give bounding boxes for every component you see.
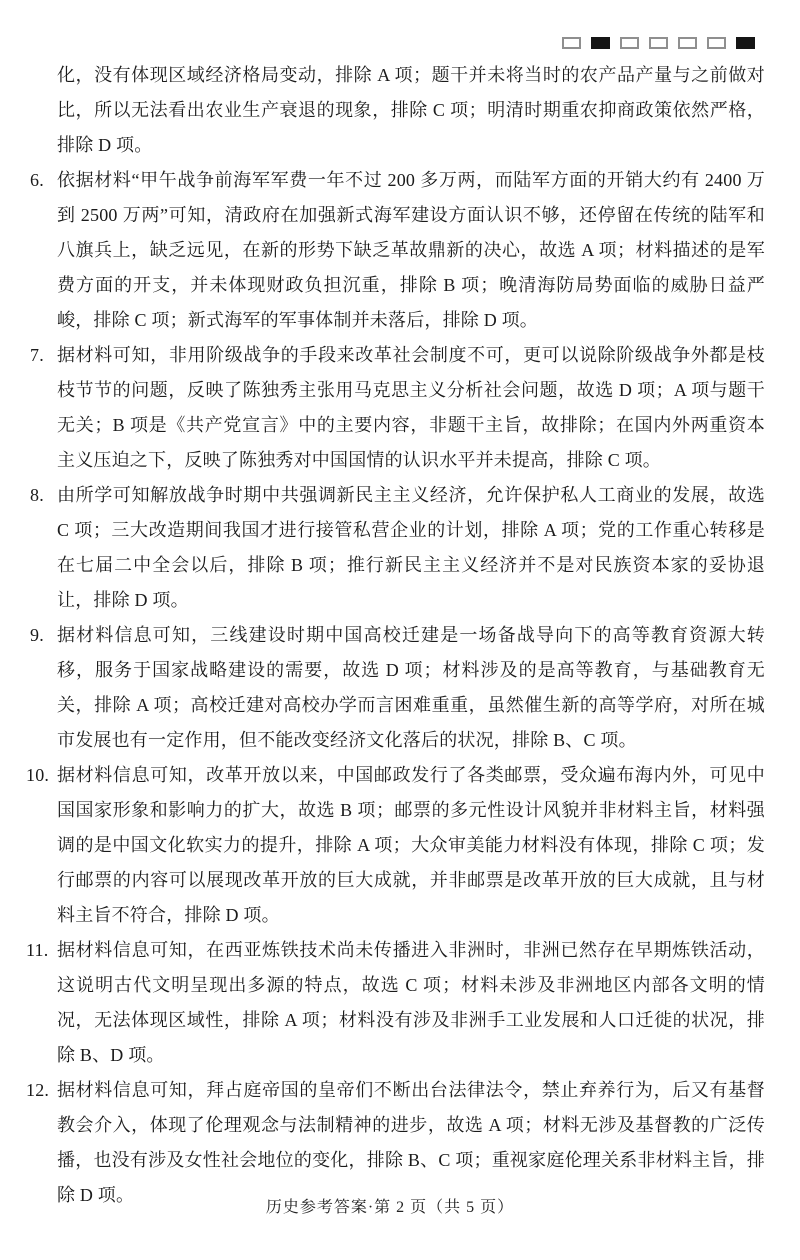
item-text: 依据材料“甲午战争前海军军费一年不过 200 多万两，而陆军方面的开销大约有 2400 万到 2500 万两”可知，清政府在加强新式海军建设方面认识不够，还停留在传统的陆军和八旗兵上，缺乏远见，在新的形势下缺乏革故鼎新的决心，故选 A 项；材料描述的是军费方面的开支，并未体现财政负担沉重，排除 B 项；晚清海防局势面临的威胁日益严峻，排除 C 项；新式海军的军事体制并未落后，排除 D 项。	[57, 170, 765, 330]
answer-item	[26, 758, 765, 933]
page-footer: 历史参考答案·第 2 页（共 5 页）	[265, 1199, 515, 1216]
answer-item	[30, 618, 765, 758]
outline-mark	[649, 37, 668, 49]
outline-mark	[620, 37, 639, 49]
outline-mark	[678, 37, 697, 49]
answer-list	[26, 58, 765, 1213]
item-text: 据材料信息可知，在西亚炼铁技术尚未传播进入非洲时，非洲已然存在早期炼铁活动，这说明古代文明呈现出多源的特点，故选 C 项；材料未涉及非洲地区内部各文明的情况，无法体现区域性，排除 A 项；材料没有涉及非洲手工业发展和人口迁徙的状况，排除 B、D 项。	[57, 940, 765, 1065]
answer-item	[30, 478, 765, 618]
item-number: 8.	[30, 485, 44, 505]
item-number: 11.	[26, 940, 49, 960]
answer-item	[26, 1073, 765, 1213]
answer-item	[30, 163, 765, 338]
item-text: 据材料信息可知，三线建设时期中国高校迁建是一场备战导向下的高等教育资源大转移，服务于国家战略建设的需要，故选 D 项；材料涉及的是高等教育，与基础教育无关，排除 A 项；高校迁建对高校办学而言困难重重，虽然催生新的高等学府，对所在城市发展也有一定作用，但不能改变经济文化落后的状况，排除 B、C 项。	[57, 625, 765, 750]
item-text: 据材料信息可知，拜占庭帝国的皇帝们不断出台法律法令，禁止弃养行为，后又有基督教会介入，体现了伦理观念与法制精神的进步，故选 A 项；材料无涉及基督教的广泛传播，也没有涉及女性社会地位的变化，排除 B、C 项；重视家庭伦理关系非材料主旨，排除 D 项。	[57, 1080, 765, 1205]
item-number: 12.	[26, 1080, 50, 1100]
filled-mark	[736, 37, 755, 49]
answer-item	[26, 933, 765, 1073]
outline-mark	[562, 37, 581, 49]
answer-item	[57, 58, 765, 163]
item-text: 由所学可知解放战争时期中共强调新民主主义经济，允许保护私人工商业的发展，故选 C 项；三大改造期间我国才进行接管私营企业的计划，排除 A 项；党的工作重心转移是在七届二中全会以后，排除 B 项；推行新民主主义经济并不是对民族资本家的妥协退让，排除 D 项。	[57, 485, 765, 610]
item-text: 据材料信息可知，改革开放以来，中国邮政发行了各类邮票，受众遍布海内外，可见中国国家形象和影响力的扩大，故选 B 项；邮票的多元性设计风貌并非材料主旨，材料强调的是中国文化软实力的提升，排除 A 项；大众审美能力材料没有体现，排除 C 项；发行邮票的内容可以展现改革开放的巨大成就，并非邮票是改革开放的巨大成就，且与材料主旨不符合，排除 D 项。	[57, 765, 765, 925]
item-number: 9.	[30, 625, 44, 645]
outline-mark	[707, 37, 726, 49]
answer-item	[30, 338, 765, 478]
item-number: 7.	[30, 345, 44, 365]
item-text: 化，没有体现区域经济格局变动，排除 A 项；题干并未将当时的农产品产量与之前做对比，所以无法看出农业生产衰退的现象，排除 C 项；明清时期重农抑商政策依然严格，排除 D 项。	[57, 65, 765, 155]
registration-marks	[562, 37, 755, 49]
item-number: 6.	[30, 170, 44, 190]
item-text: 据材料可知，非用阶级战争的手段来改革社会制度不可，更可以说除阶级战争外都是枝枝节节的问题，反映了陈独秀主张用马克思主义分析社会问题，故选 D 项；A 项与题干无关；B 项是《共产党宣言》中的主要内容，非题干主旨，故排除；在国内外两重资本主义压迫之下，反映了陈独秀对中国国情的认识水平并未提高，排除 C 项。	[57, 345, 765, 470]
item-number: 10.	[26, 765, 50, 785]
filled-mark	[591, 37, 610, 49]
